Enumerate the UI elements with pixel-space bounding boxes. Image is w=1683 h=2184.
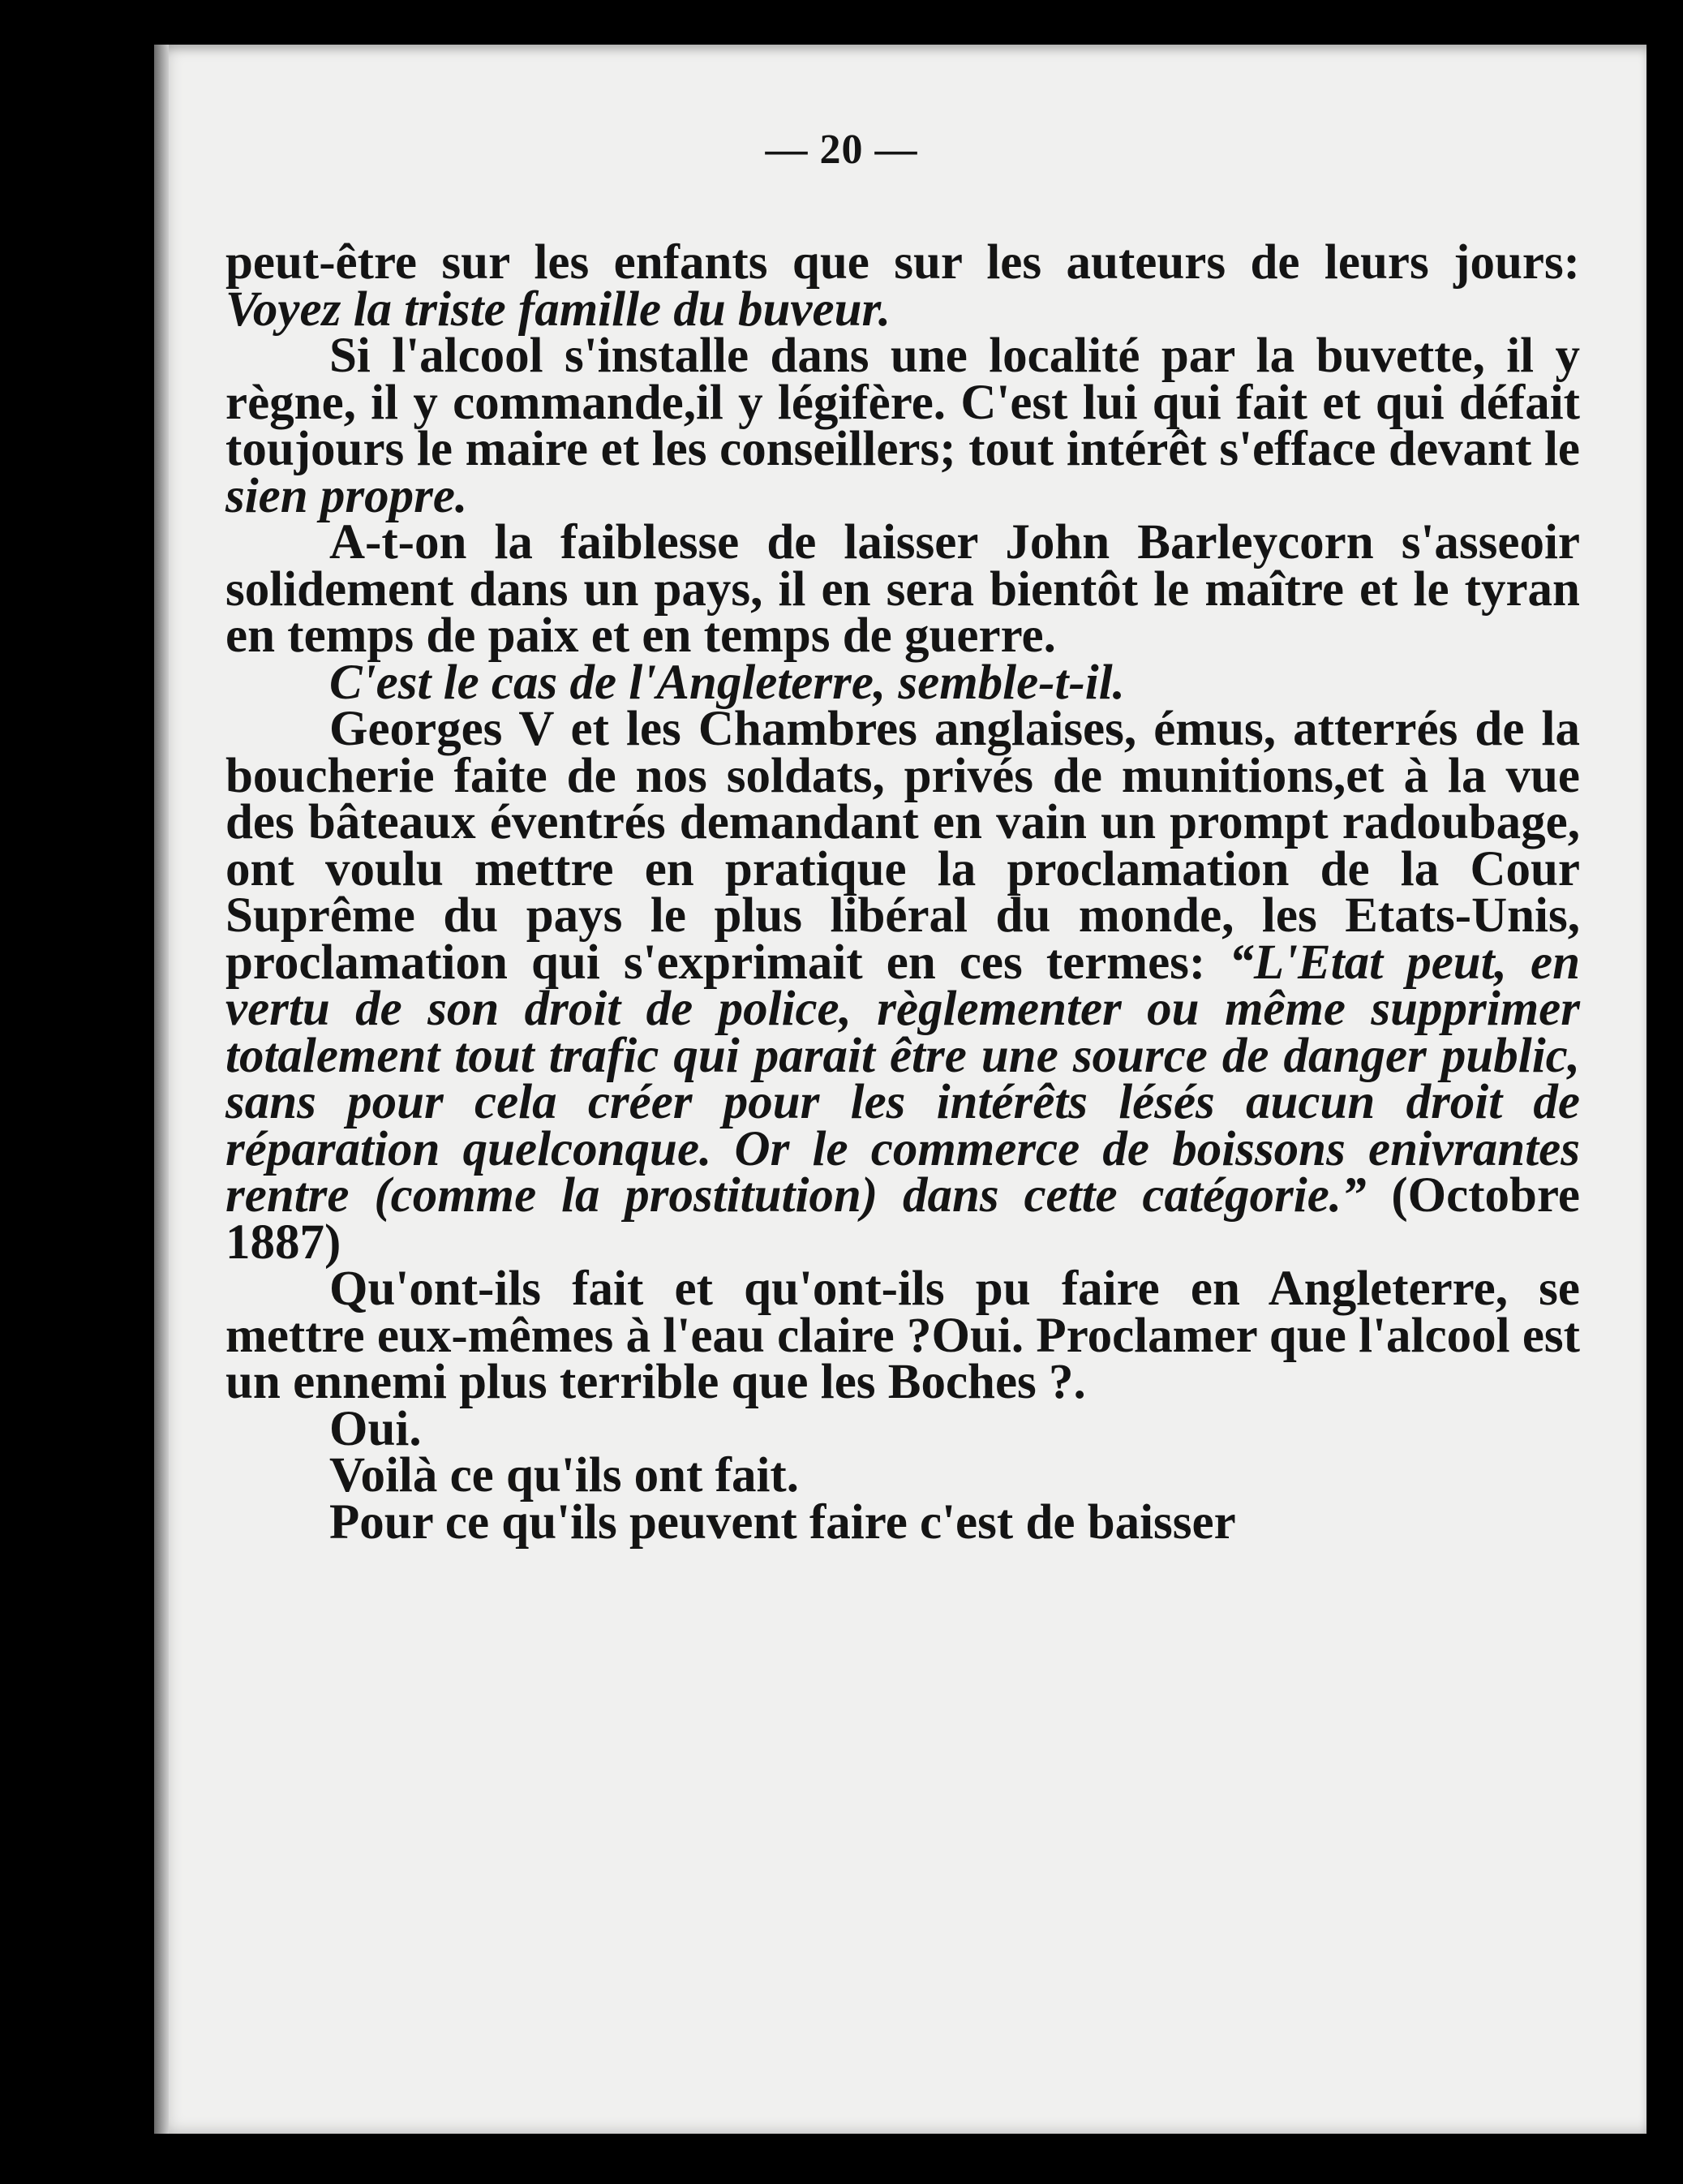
paragraph-1-text: peut-être sur les enfants que sur les auteurs de leurs jours: bbox=[225, 235, 1580, 290]
paragraph-5 bbox=[225, 702, 1580, 1270]
court-quotation: “L'Etat peut, en vertu de son droit de police, règlementer ou même supprimer totalement tout trafic qui parait être une source de danger public, sans pour cela créer pour les intérêts lésés aucun droit de réparation quelconque. Or le commerce de boissons enivrantes rentre (comme la prostitution) dans cette catégorie.” bbox=[225, 935, 1580, 1223]
paragraph-9: Pour ce qu'ils peuvent faire c'est de baisser bbox=[329, 1494, 1236, 1550]
paragraph-1-italic: Voyez la triste famille du buveur. bbox=[225, 282, 891, 337]
paragraph-1 bbox=[225, 235, 1580, 337]
paragraph-4: C'est le cas de l'Angleterre, semble-t-il. bbox=[329, 655, 1125, 710]
quotation-date: (Octobre 1887) bbox=[225, 1168, 1580, 1270]
paragraph-2 bbox=[225, 329, 1580, 523]
page-number: — 20 — bbox=[765, 127, 918, 173]
page-body bbox=[225, 235, 1580, 1550]
paragraph-6: Qu'ont-ils fait et qu'ont-ils pu faire en Angleterre, se mettre eux-mêmes à l'eau claire ?Oui. Proclamer que l'alcool est un ennemi plus terrible que les Boches ?. bbox=[225, 1262, 1580, 1409]
paragraph-8: Voilà ce qu'ils ont fait. bbox=[329, 1448, 799, 1503]
paragraph-3: A-t-on la faiblesse de laisser John Barleycorn s'asseoir solidement dans un pays, il en sera bientôt le maître et le tyran en temps de paix et en temps de guerre. bbox=[225, 515, 1580, 663]
paragraph-5-text: Georges V et les Chambres anglaises, émus, atterrés de la boucherie faite de nos soldats, privés de munitions,et à la vue des bâteaux éventrés demandant en vain un prompt radoubage, ont voulu mettre en pratique la proclamation de la Cour Suprême du pays le plus libéral du monde, les Etats-Unis, proclamation qui s'exprimait en ces termes: bbox=[225, 702, 1580, 990]
paragraph-2-italic: sien propre. bbox=[225, 468, 468, 523]
paragraph-7: Oui. bbox=[329, 1401, 422, 1456]
paragraph-2-text: Si l'alcool s'installe dans une localité par la buvette, il y règne, il y commande,il y légifère. C'est lui qui fait et qui défait toujours le maire et les conseillers; tout intérêt s'efface devant le bbox=[225, 329, 1580, 476]
